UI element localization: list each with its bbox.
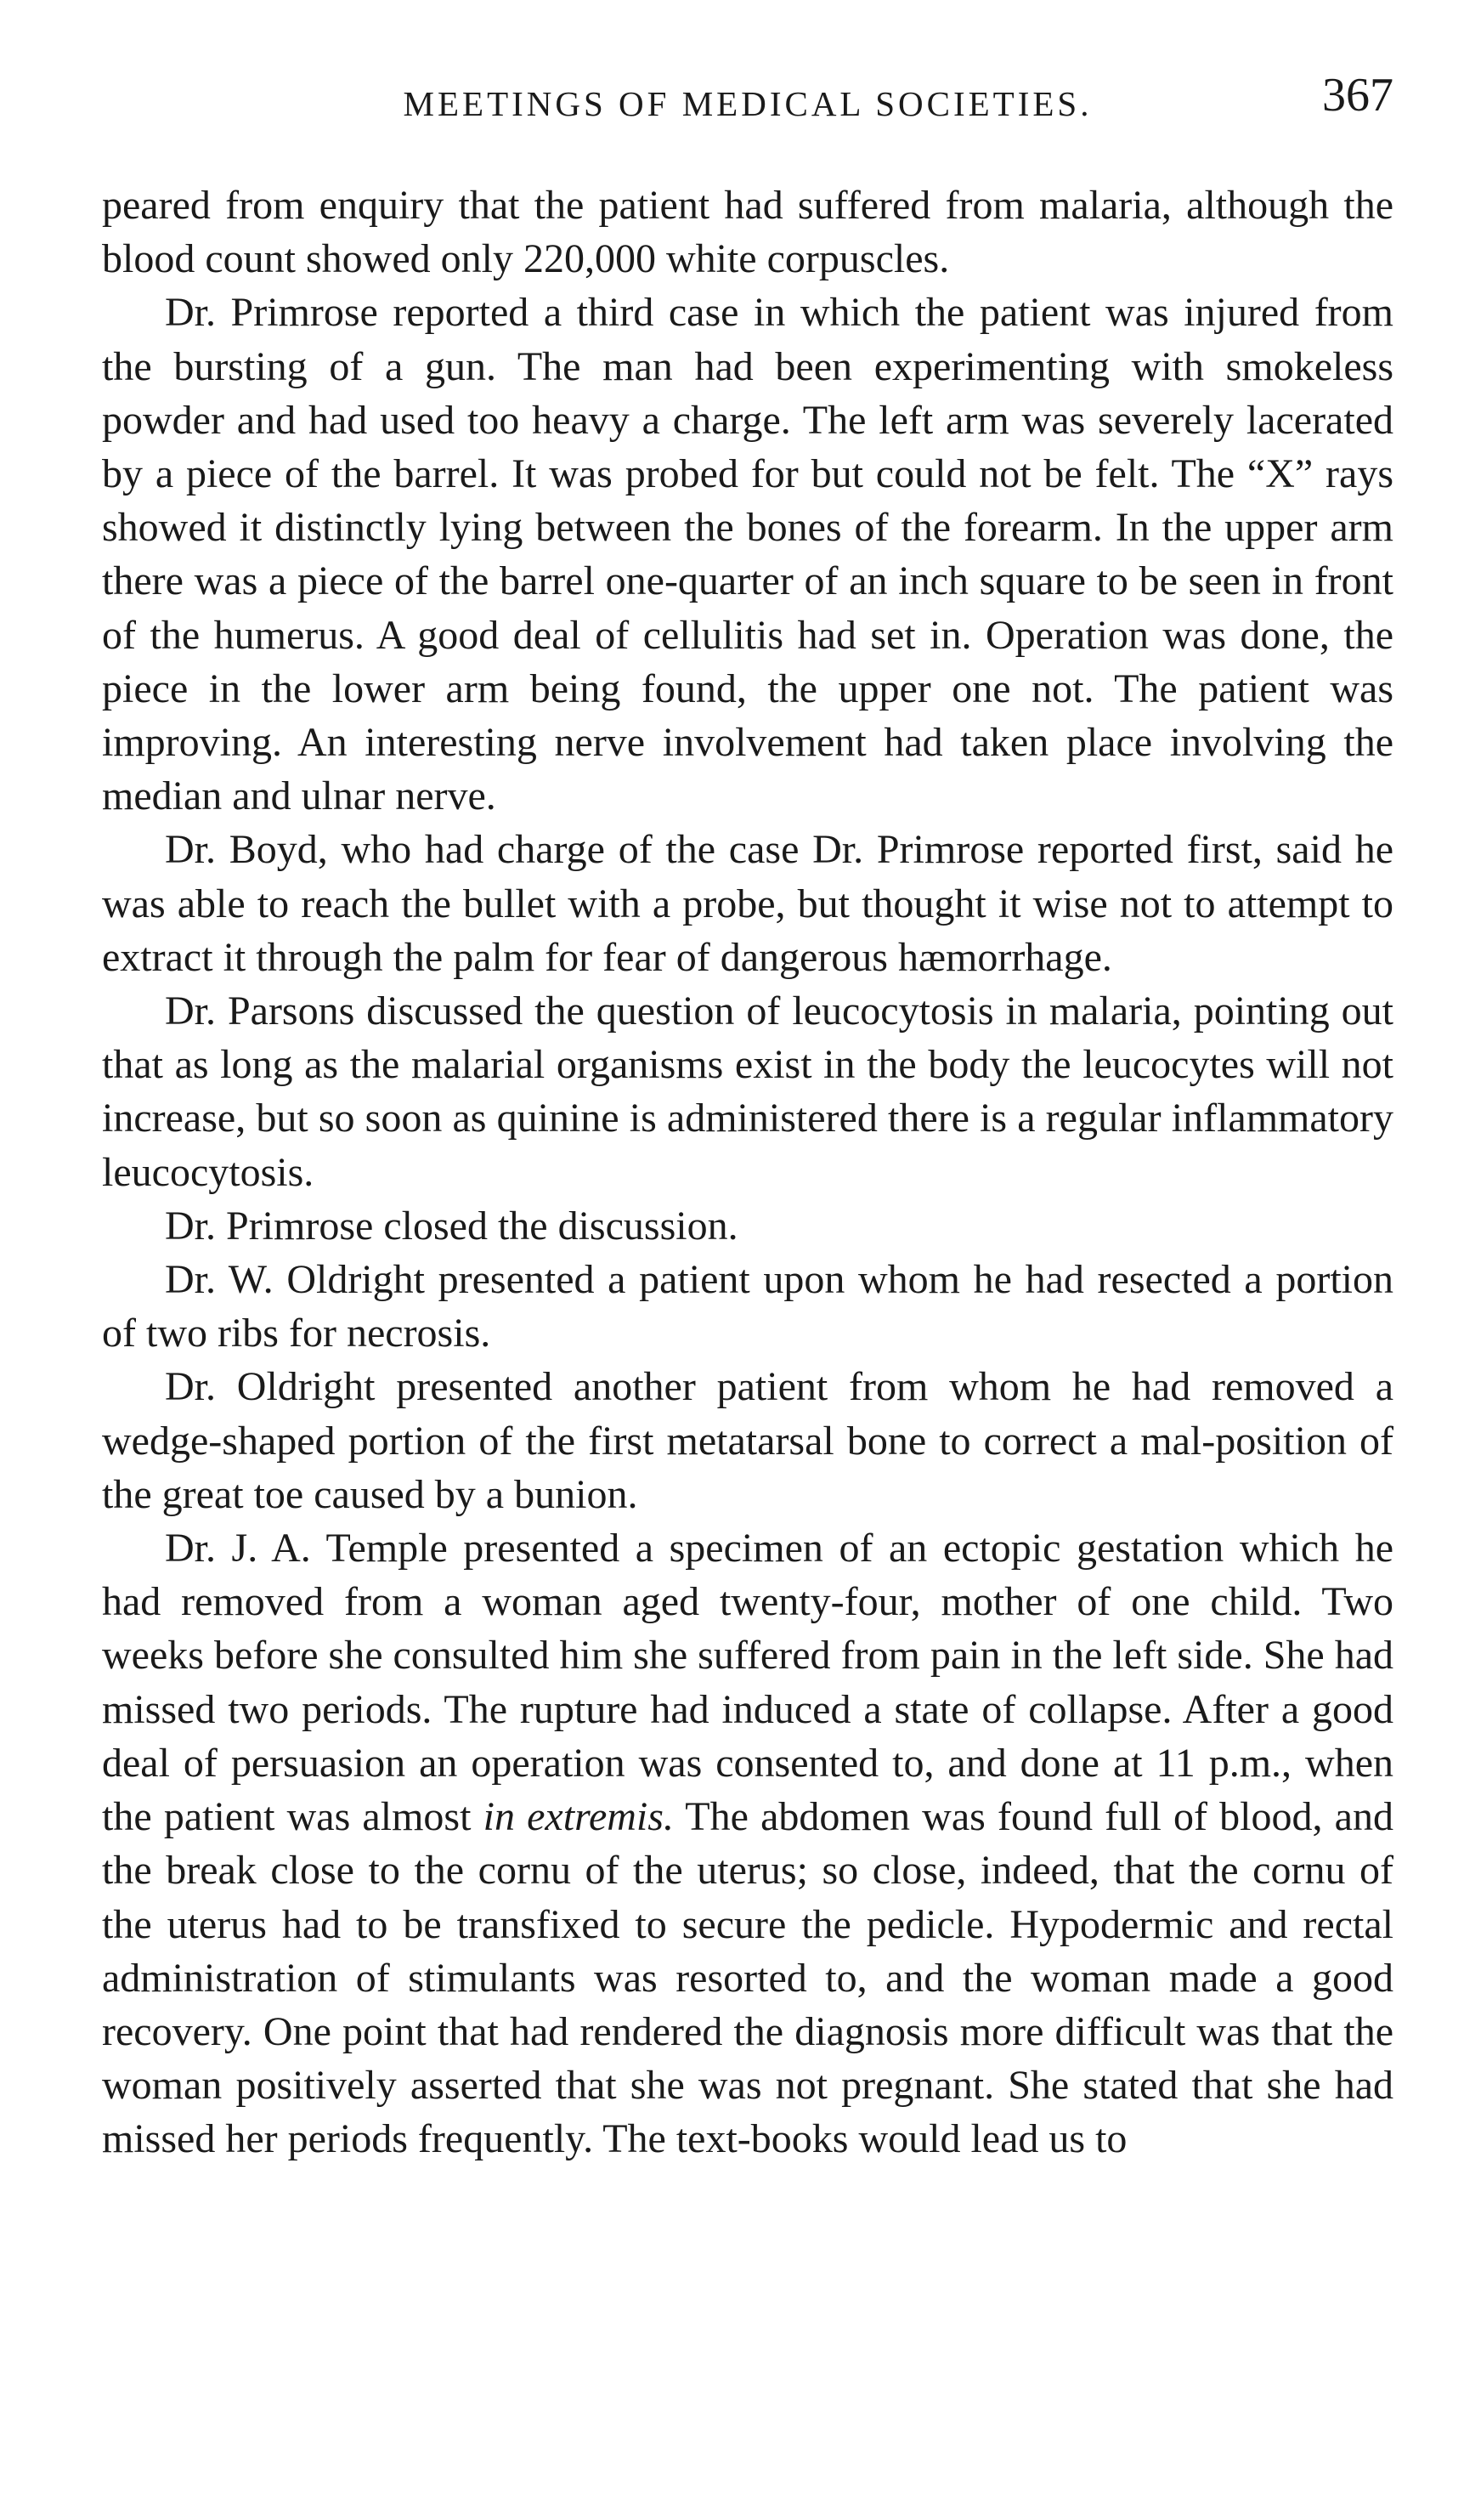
- temple-text-part-2: The abdomen was found full of blood, and the break close to the cornu of the uterus; so close, indeed, that the cornu of the uterus had to be transfixed to secure the pedicle. Hypodermic and rectal administration of stimulants was resorted to, and the woman made a good recovery. One point that had rendered the diagnosis more difficult was that the woman positively asserted that she was not pregnant. She stated that she had missed her periods frequently. The text-books would lead us to: [102, 1794, 1393, 2162]
- paragraph-primrose-third-case: Dr. Primrose reported a third case in which the patient was injured from the bursting of a gun. The man had been experimenting with smokeless powder and had used too heavy a charge. The left arm was severely lacerated by a piece of the barrel. It was probed for but could not be felt. The “X” rays showed it distinctly lying between the bones of the forearm. In the upper arm there was a piece of the barrel one-quarter of an inch square to be seen in front of the humerus. A good deal of cellulitis had set in. Operation was done, the piece in the lower arm being found, the upper one not. The patient was improving. An interesting nerve involvement had taken place involving the median and ulnar nerve.: [102, 290, 1393, 819]
- paragraph-oldright-bunion: Dr. Oldright presented another patient from whom he had removed a wedge-shaped portion of the first metatarsal bone to correct a mal-position of the great toe caused by a bunion.: [102, 1364, 1393, 1517]
- page-number: 367: [1322, 69, 1393, 122]
- temple-text-part-1: Dr. J. A. Temple presented a specimen of an ectopic gestation which he had removed from a woman aged twenty-four, mother of one child. Two weeks before she consulted him she suffered from pain in the left side. She had missed two periods. The rupture had induced a state of collapse. After a good deal of persuasion an operation was consented to, and done at 11 p.m., when the patient was almost: [102, 1526, 1394, 1840]
- running-title: MEETINGS OF MEDICAL SOCIETIES.: [403, 84, 1093, 123]
- body-text: [102, 178, 1393, 2166]
- paragraph-primrose-closed: Dr. Primrose closed the discussion.: [165, 1203, 738, 1249]
- paragraph-parsons: Dr. Parsons discussed the question of leucocytosis in malaria, pointing out that as long as the malarial organisms exist in the body the leucocytes will not increase, but so soon as quinine is administered there is a regular inflammatory leucocytosis.: [102, 988, 1393, 1195]
- paragraph-oldright-ribs: Dr. W. Oldright presented a patient upon whom he had resected a portion of two ribs for necrosis.: [102, 1257, 1393, 1356]
- paragraph-boyd: Dr. Boyd, who had charge of the case Dr. Primrose reported first, said he was able to reach the bullet with a probe, but thought it wise not to attempt to extract it through the palm for fear of dangerous hæmorrhage.: [102, 827, 1393, 980]
- temple-text-italic: in extremis.: [483, 1794, 674, 1840]
- running-head: [102, 68, 1393, 161]
- paragraph-temple-ectopic: [102, 1521, 1393, 2166]
- book-page: [102, 68, 1393, 2499]
- paragraph-continued: peared from enquiry that the patient had suffered from malaria, although the blood count showed only 220,000 white corpuscles.: [102, 183, 1393, 282]
